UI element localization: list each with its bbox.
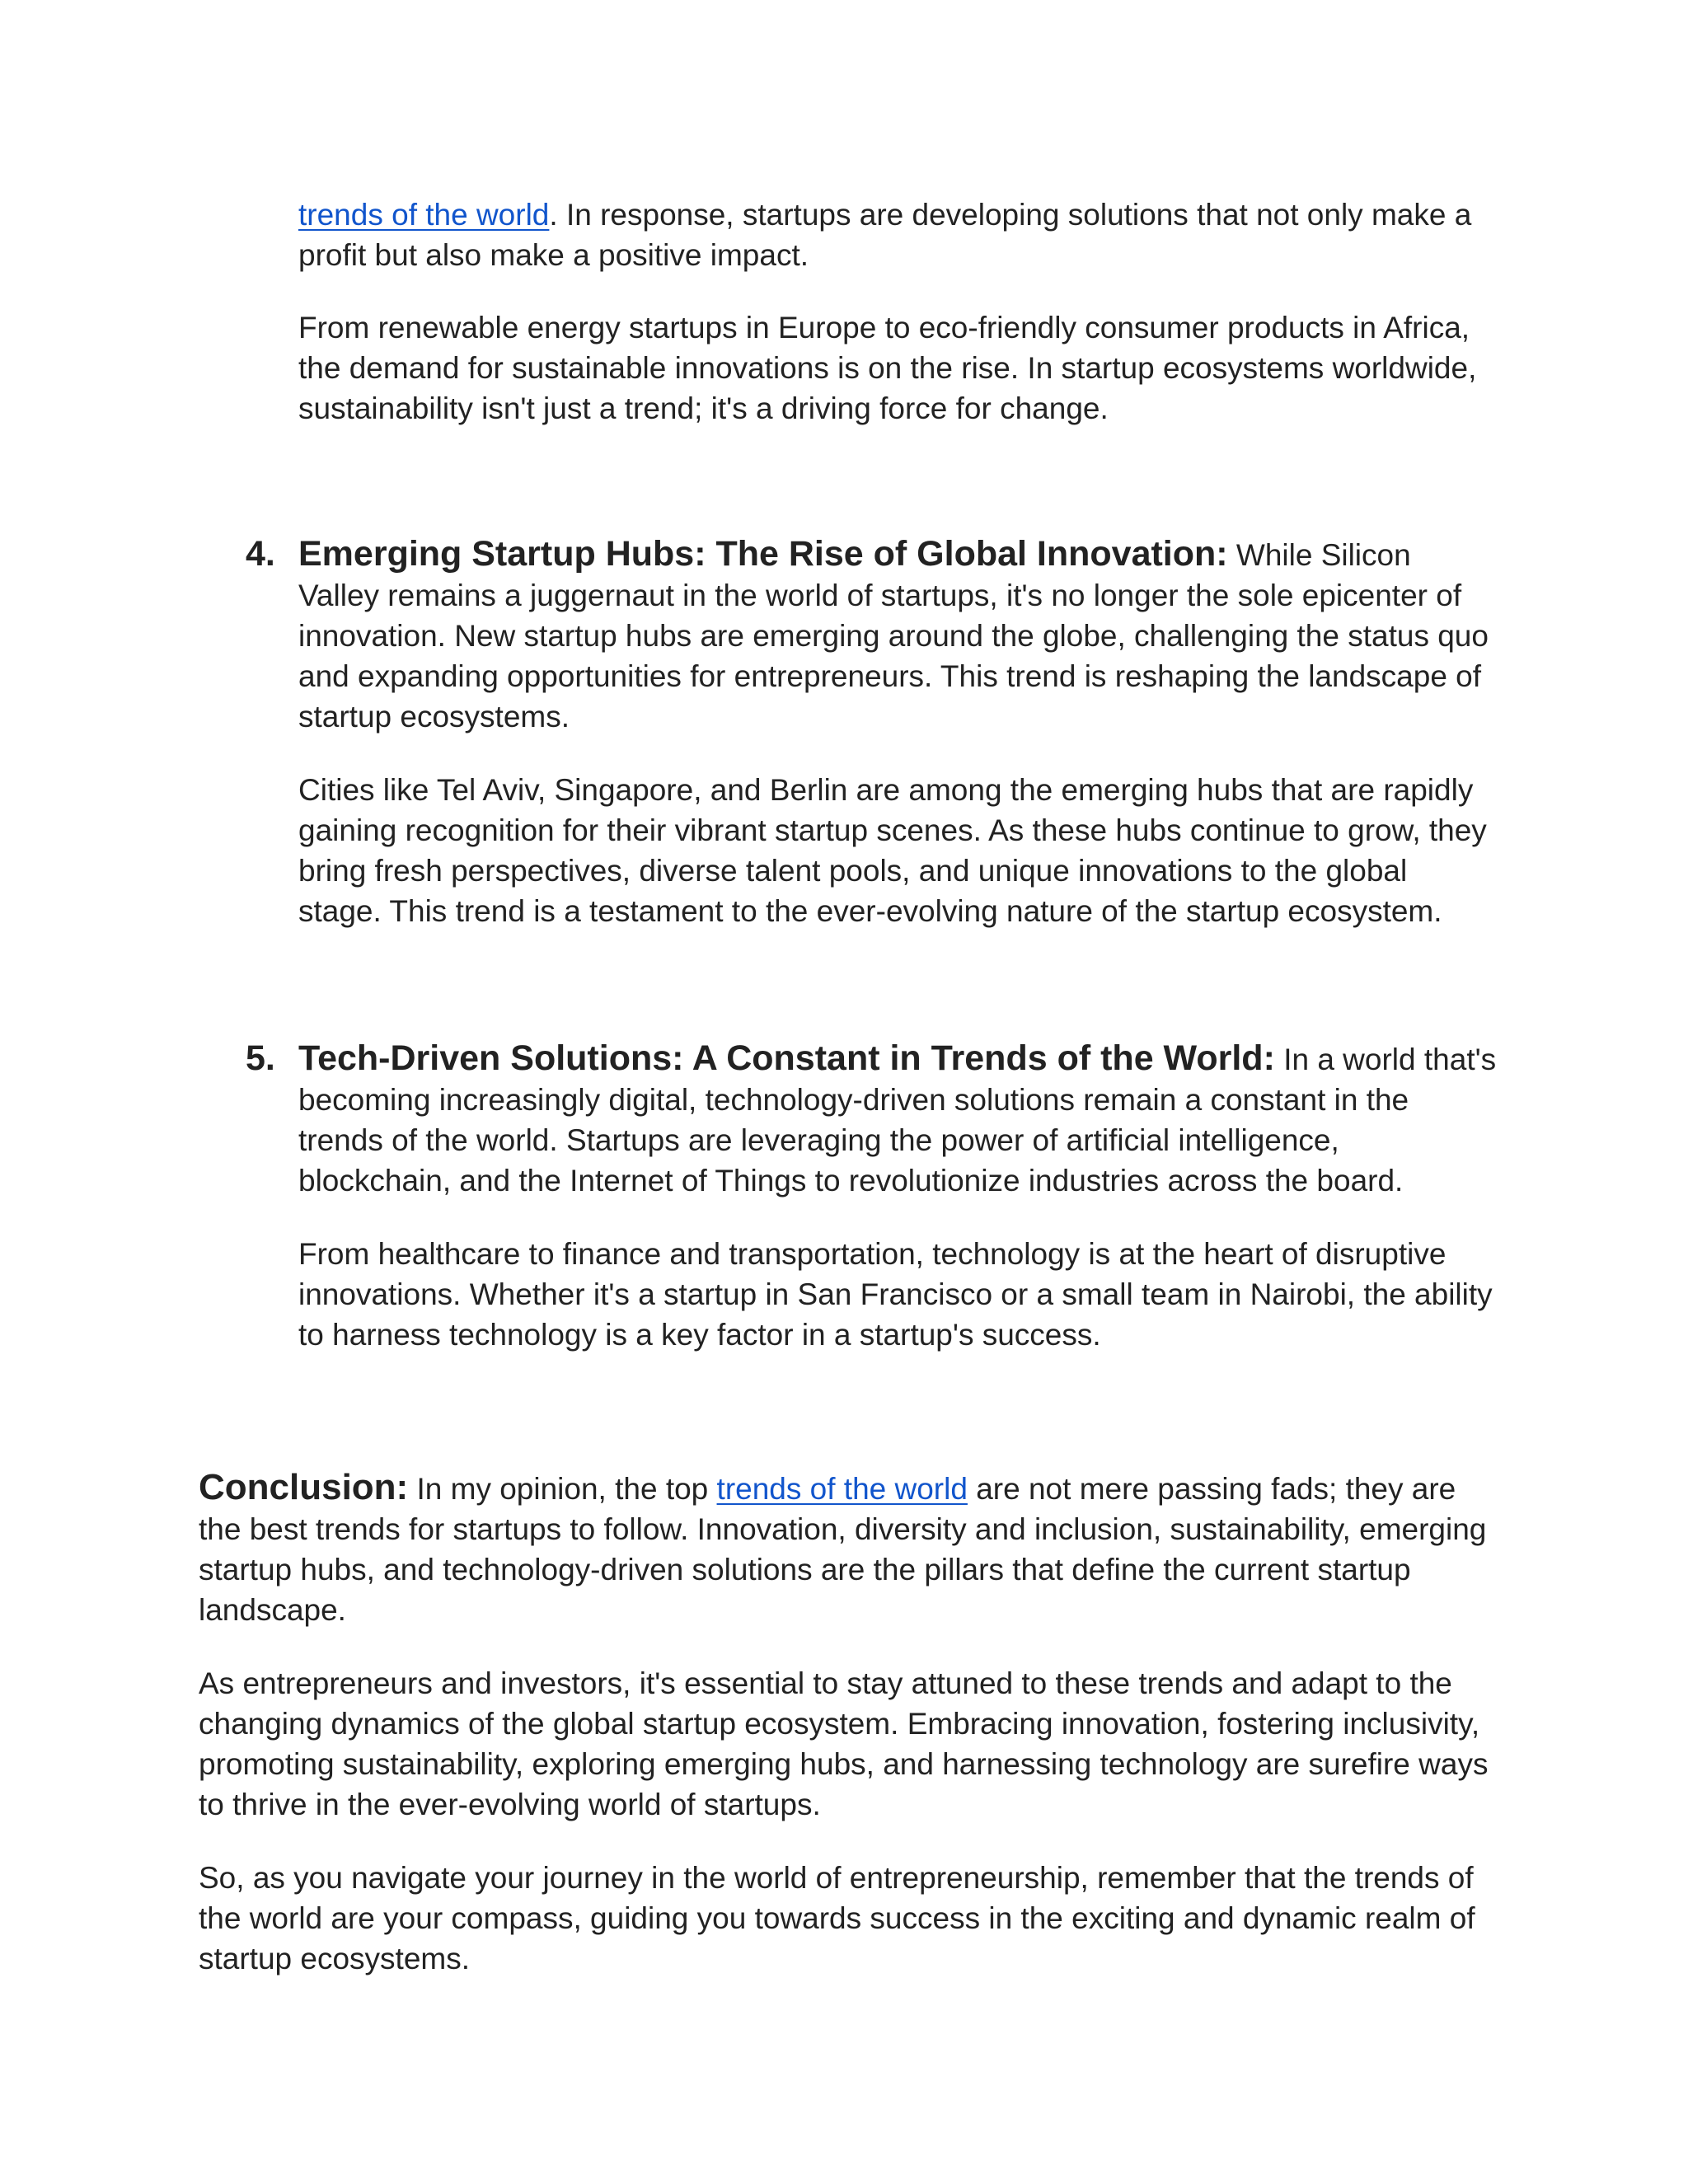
conclusion-heading: Conclusion: <box>199 1467 409 1507</box>
emerging-hubs-paragraph-2: Cities like Tel Aviv, Singapore, and Berlin are among the emerging hubs that are rapidly gaining recognition for their vibrant startup scenes. As these hubs continue to grow, they bring fresh perspectives, diverse talent pools, and unique innovations to the global stage. This trend is a testament to the ever-evolving nature of the startup ecosystem. <box>298 773 1487 928</box>
conclusion-paragraph-3: So, as you navigate your journey in the world of entrepreneurship, remember that the trends of the world are your compass, guiding you towards success in the exciting and dynamic realm of startup ecosystems. <box>199 1861 1475 1975</box>
list-item-5 <box>246 1038 1498 1355</box>
conclusion-paragraph-2: As entrepreneurs and investors, it's essential to stay attuned to these trends and adapt to the changing dynamics of the global startup ecosystem. Embracing innovation, fostering inclusivity, promoting sustainability, exploring emerging hubs, and harnessing technology are surefire ways to thrive in the ever-evolving world of startups. <box>199 1666 1489 1821</box>
list-number-4: 4. <box>246 534 275 574</box>
conclusion-section <box>199 1467 1493 1979</box>
tech-driven-paragraph-2: From healthcare to finance and transportation, technology is at the heart of disruptive innovations. Whether it's a startup in San Francisco or a small team in Nairobi, the ability to harness technology is a key factor in a startup's success. <box>298 1237 1493 1352</box>
conclusion-paragraph-1-text: are not mere passing fads; they are the best trends for startups to follow. Innovation, diversity and inclusion, sustainability, emerging startup hubs, and technology-driven solutions are the pillars that define the current startup landscape. <box>199 1472 1487 1627</box>
tech-driven-heading: Tech-Driven Solutions: A Constant in Trends of the World: <box>298 1038 1275 1078</box>
conclusion-trends-link[interactable]: trends of the world <box>716 1472 968 1506</box>
list-number-5: 5. <box>246 1038 275 1078</box>
sustainability-paragraph-1-text: . In response, startups are developing solutions that not only make a profit but also make a positive impact. <box>298 198 1472 272</box>
conclusion-intro: In my opinion, the top <box>416 1472 709 1506</box>
tech-driven-paragraph-1-text: In a world that's becoming increasingly digital, technology-driven solutions remain a constant in the trends of the world. Startups are leveraging the power of artificial intelligence, blockchain, and the Internet of Things to revolutionize industries across the board. <box>298 1043 1497 1197</box>
tech-driven-paragraph-1 <box>298 1038 1498 1201</box>
conclusion-paragraph-1 <box>199 1467 1493 1630</box>
sustainability-paragraph-1 <box>298 194 1493 275</box>
trends-of-the-world-link[interactable]: trends of the world <box>298 198 550 232</box>
list-item-4 <box>246 534 1498 931</box>
emerging-hubs-heading: Emerging Startup Hubs: The Rise of Global Innovation: <box>298 534 1228 574</box>
emerging-hubs-paragraph-1 <box>298 534 1498 737</box>
emerging-hubs-paragraph-1-text: While Silicon Valley remains a juggernaut in the world of startups, it's no longer the sole epicenter of innovation. New startup hubs are emerging around the globe, challenging the status quo and expanding opportunities for entrepreneurs. This trend is reshaping the landscape of startup ecosystems. <box>298 538 1489 733</box>
sustainability-paragraph-2: From renewable energy startups in Europe to eco-friendly consumer products in Africa, the demand for sustainable innovations is on the rise. In startup ecosystems worldwide, sustainability isn't just a trend; it's a driving force for change. <box>298 311 1477 425</box>
